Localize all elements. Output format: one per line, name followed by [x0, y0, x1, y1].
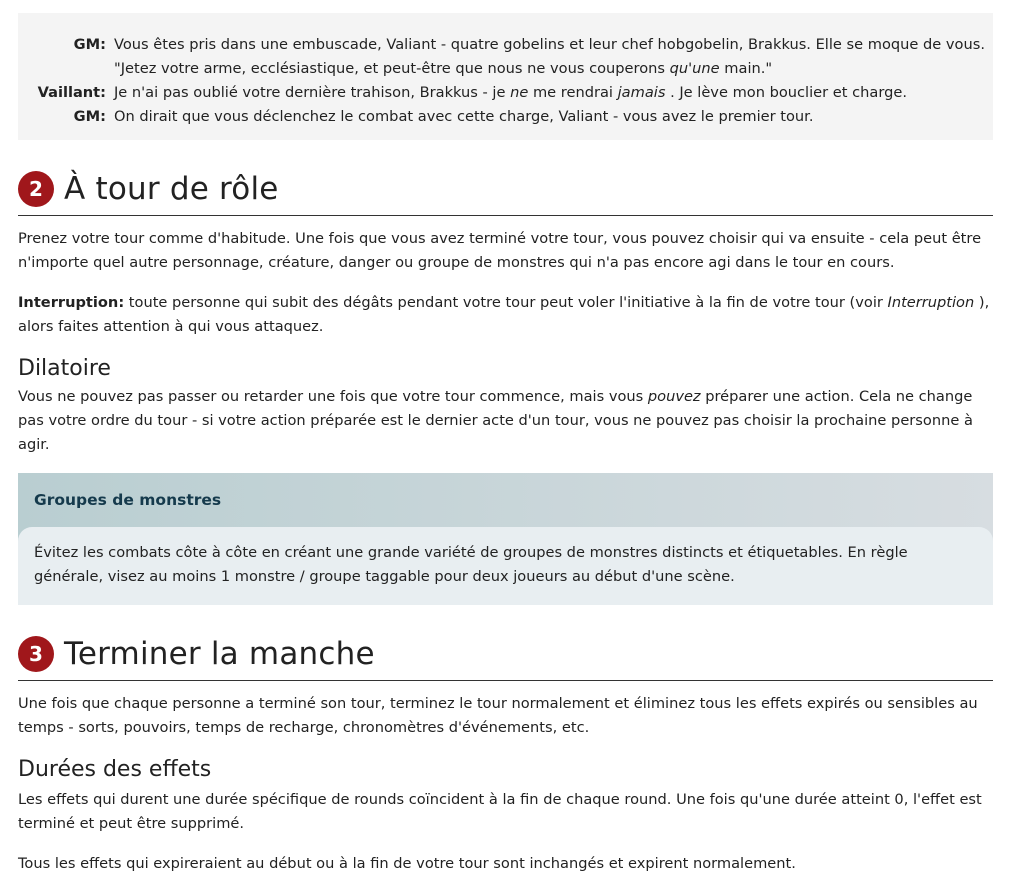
- dialogue-speaker: GM:: [73, 36, 106, 53]
- dialogue-fragment: main.": [719, 60, 773, 77]
- paragraph-emphasis: pouvez: [647, 388, 701, 405]
- paragraph: Une fois que chaque personne a terminé son tour, terminez le tour normalement et éliminez tous les effets expirés ou sensibles au temps - sorts, pouvoirs, temps de recharge, chronomètres d'événements, etc.: [18, 695, 978, 736]
- paragraph-fragment: préparer une action. Cela ne change pas votre ordre du tour - si votre action préparée est le dernier acte d'un tour, vous ne pouvez pas choisir la prochaine personne à agir.: [18, 388, 973, 453]
- paragraph-fragment: ), alors faites attention à qui vous attaquez.: [18, 294, 990, 335]
- dialogue-speaker: GM:: [73, 108, 106, 125]
- callout-body: [18, 527, 993, 605]
- dialogue-text: [114, 33, 993, 81]
- section-title: À tour de rôle: [64, 171, 279, 207]
- subsection-title: Dilatoire: [18, 356, 111, 381]
- paragraph: [18, 385, 993, 457]
- paragraph: Prenez votre tour comme d'habitude. Une fois que vous avez terminé votre tour, vous pouvez choisir qui va ensuite - cela peut être n'importe quel autre personnage, créature, danger ou groupe de monstres qui n'a pas encore agi dans le tour en cours.: [18, 230, 982, 271]
- step-number-badge: 2: [18, 171, 54, 207]
- subsection-title: Durées des effets: [18, 757, 212, 782]
- dialogue-row: [18, 81, 993, 105]
- dialogue-emphasis: jamais: [617, 84, 666, 101]
- section-title: Terminer la manche: [64, 636, 375, 672]
- dialogue-fragment: . Je lève mon bouclier et charge.: [665, 84, 907, 101]
- interruption-label: Interruption:: [18, 294, 125, 311]
- section-heading: [18, 168, 993, 216]
- dialogue-emphasis: ne: [510, 84, 529, 101]
- dialogue-text: [114, 81, 993, 105]
- dialogue-line: [114, 57, 993, 81]
- dialogue-fragment: me rendrai: [528, 84, 618, 101]
- callout-box: [18, 473, 993, 605]
- callout-text: Évitez les combats côte à côte en créant une grande variété de groupes de monstres distincts et étiquetables. En règle générale, visez au moins 1 monstre / groupe taggable pour deux joueurs au début d'une scène.: [34, 544, 908, 585]
- interruption-paragraph: [18, 291, 993, 339]
- paragraph-fragment: Vous ne pouvez pas passer ou retarder une fois que votre tour commence, mais vous: [18, 388, 648, 405]
- document-page: [18, 13, 993, 876]
- dialogue-line: Vous êtes pris dans une embuscade, Valiant - quatre gobelins et leur chef hobgobelin, Brakkus. Elle se moque de vous.: [114, 36, 985, 53]
- step-number-badge: 3: [18, 636, 54, 672]
- dialogue-speaker: Vaillant:: [37, 84, 106, 101]
- callout-header: [18, 473, 993, 527]
- dialogue-fragment: "Jetez votre arme, ecclésiastique, et peut-être que nous ne vous couperons: [114, 60, 670, 77]
- paragraph: Tous les effets qui expireraient au début ou à la fin de votre tour sont inchangés et expirent normalement.: [18, 855, 796, 872]
- callout-title: Groupes de monstres: [34, 491, 222, 509]
- dialogue-text: On dirait que vous déclenchez le combat avec cette charge, Valiant - vous avez le premier tour.: [114, 108, 814, 125]
- paragraph: Les effets qui durent une durée spécifique de rounds coïncident à la fin de chaque round. Une fois qu'une durée atteint 0, l'effet est terminé et peut être supprimé.: [18, 791, 982, 832]
- dialogue-emphasis: qu'une: [669, 60, 720, 77]
- interruption-link[interactable]: Interruption: [887, 294, 975, 311]
- dialogue-fragment: Je n'ai pas oublié votre dernière trahison, Brakkus - je: [114, 84, 511, 101]
- dialogue-box: [18, 13, 993, 140]
- section-heading: [18, 633, 993, 681]
- paragraph-fragment: toute personne qui subit des dégâts pendant votre tour peut voler l'initiative à la fin de votre tour (voir: [124, 294, 888, 311]
- dialogue-row: [18, 105, 993, 129]
- dialogue-row: [18, 33, 993, 81]
